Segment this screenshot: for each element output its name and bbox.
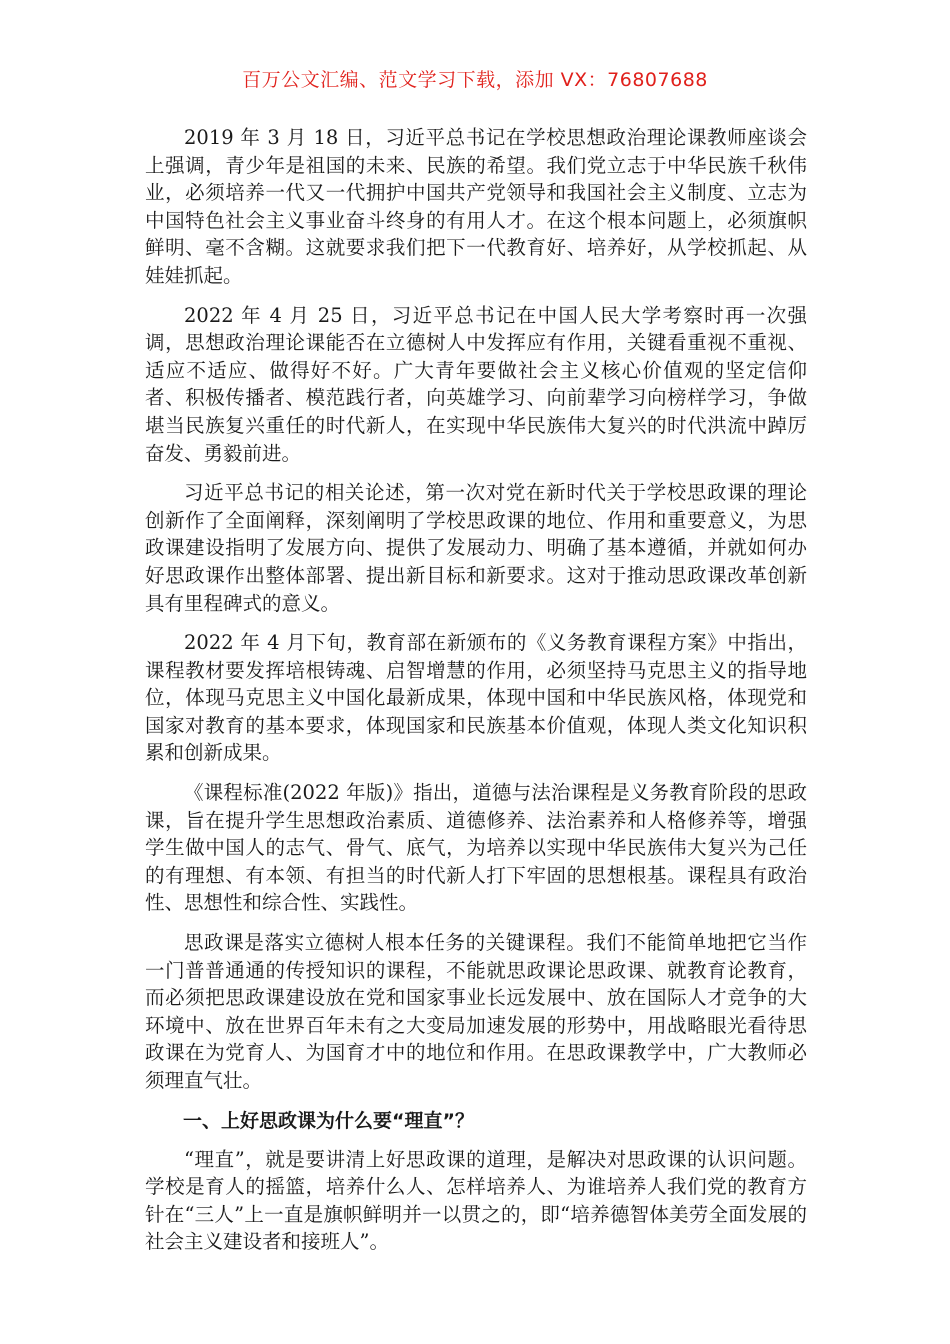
paragraph: 2022 年 4 月下旬，教育部在新颁布的《义务教育课程方案》中指出，课程教材要发挥培根铸魂、启智增慧的作用，必须坚持马克思主义的指导地位，体现马克思主义中国化最新成果，体现中国和中华民族风格，体现党和国家对教育的基本要求，体现国家和民族基本价值观，体现人类文化知识积累和创新成果。 (145, 631, 807, 765)
paragraph: 2019 年 3 月 18 日，习近平总书记在学校思想政治理论课教师座谈会上强调，青少年是祖国的未来、民族的希望。我们党立志于中华民族千秋伟业，必须培养一代又一代拥护中国共产党领导和我国社会主义制度、立志为中国特色社会主义事业奋斗终身的有用人才。在这个根本问题上，必须旗帜鲜明、毫不含糊。这就要求我们把下一代教育好、培养好，从学校抓起、从娃娃抓起。 (145, 126, 807, 287)
paragraph: “理直”，就是要讲清上好思政课的道理，是解决对思政课的认识问题。学校是育人的摇篮，培养什么人、怎样培养人、为谁培养人我们党的教育方针在“三人”上一直是旗帜鲜明并一以贯之的，即“培养德智体美劳全面发展的社会主义建设者和接班人”。 (145, 1147, 807, 1254)
paragraph: 思政课是落实立德树人根本任务的关键课程。我们不能简单地把它当作一门普普通通的传授知识的课程，不能就思政课论思政课、就教育论教育，而必须把思政课建设放在党和国家事业长远发展中、放在国际人才竞争的大环境中、放在世界百年未有之大变局加速发展的形势中，用战略眼光看待思政课在为党育人、为国育才中的地位和作用。在思政课教学中，广大教师必须理直气壮。 (145, 931, 807, 1092)
paragraph: 《课程标准(2022 年版)》指出，道德与法治课程是义务教育阶段的思政课，旨在提升学生思想政治素质、道德修养、法治素养和人格修养等，增强学生做中国人的志气、骨气、底气，为培养以实现中华民族伟大复兴为己任的有理想、有本领、有担当的时代新人打下牢固的思想根基。课程具有政治性、思想性和综合性、实践性。 (145, 781, 807, 915)
section-heading: 一、上好思政课为什么要“理直”？ (183, 1109, 474, 1132)
document-body (145, 124, 807, 1268)
paragraph: 2022 年 4 月 25 日，习近平总书记在中国人民大学考察时再一次强调，思想政治理论课能否在立德树人中发挥应有作用，关键看重视不重视、适应不适应、做得好不好。广大青年要做社会主义核心价值观的坚定信仰者、积极传播者、模范践行者，向英雄学习、向前辈学习向榜样学习，争做堪当民族复兴重任的时代新人，在实现中华民族伟大复兴的时代洪流中踔厉奋发、勇毅前进。 (145, 303, 807, 465)
header-banner: 百万公文汇编、范文学习下载，添加 VX：76807688 (242, 69, 708, 91)
paragraph: 习近平总书记的相关论述，第一次对党在新时代关于学校思政课的理论创新作了全面阐释，深刻阐明了学校思政课的地位、作用和重要意义，为思政课建设指明了发展方向、提供了发展动力、明确了基本遵循，并就如何办好思政课作出整体部署、提出新目标和新要求。这对于推动思政课改革创新具有里程碑式的意义。 (145, 481, 807, 615)
